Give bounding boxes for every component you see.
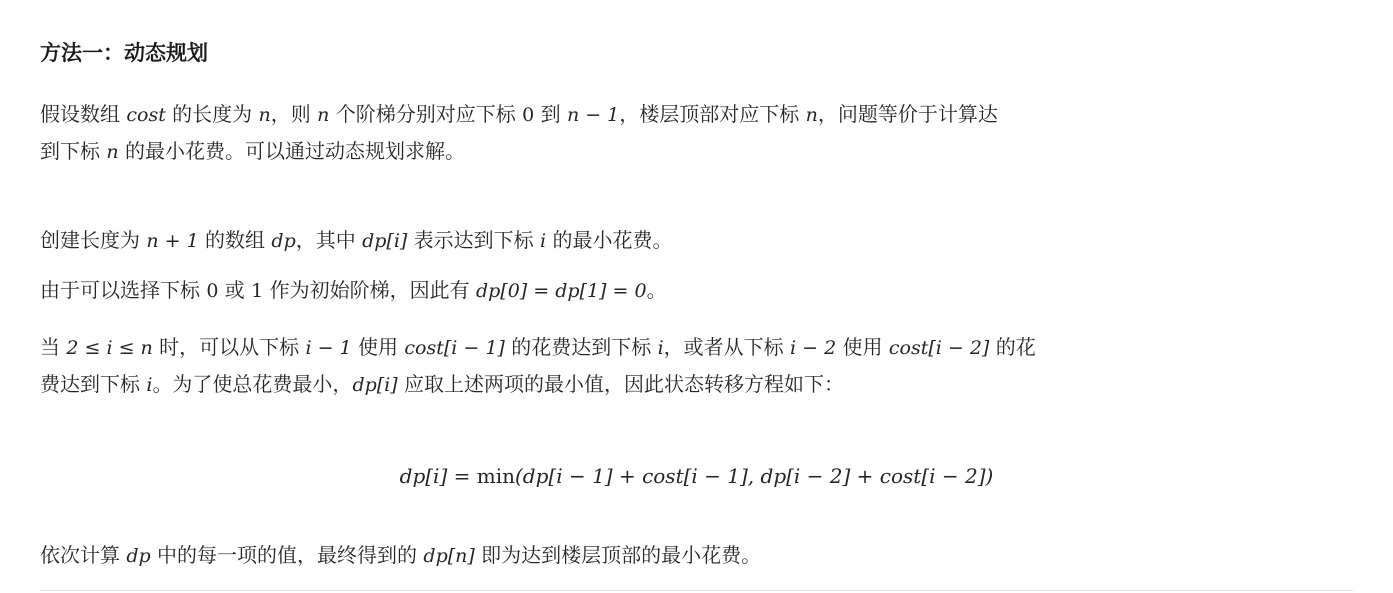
math-dp: dp — [126, 545, 151, 567]
text: 假设数组 — [40, 102, 127, 126]
text: 的长度为 — [165, 102, 259, 126]
math-n: n — [106, 141, 119, 163]
math-dp-i: dp[i] — [352, 374, 398, 396]
section-divider — [40, 590, 1353, 591]
paragraph-dp-definition — [40, 222, 1360, 259]
math-cost-i-minus-1: cost[i − 1] — [404, 337, 505, 359]
math-n: n — [317, 104, 330, 126]
equation-rhs: (dp[i − 1] + cost[i − 1], dp[i − 2] + cost[i − 2]) — [514, 464, 994, 488]
text: 个阶梯分别对应下标 — [329, 102, 523, 126]
math-i: i — [657, 337, 664, 359]
equation-lhs: dp[i] — [399, 464, 448, 488]
text: 应取上述两项的最小值，因此状态转移方程如下： — [397, 372, 845, 396]
text: 依次计算 — [40, 543, 127, 567]
math-i-minus-1: i − 1 — [305, 337, 352, 359]
section-heading: 方法一：动态规划 — [40, 41, 208, 65]
text: 到下标 — [40, 139, 107, 163]
math-dp-n: dp[n] — [423, 545, 475, 567]
math-i: i — [146, 374, 153, 396]
text: ，其中 — [295, 228, 363, 252]
text: ，则 — [270, 102, 318, 126]
text: 的最小花费。 — [546, 228, 673, 252]
text: 。为了使总花费最小， — [152, 372, 353, 396]
text: 到 — [534, 102, 567, 126]
math-cost-i-minus-2: cost[i − 2] — [888, 337, 990, 359]
math-n: n — [805, 104, 818, 126]
text: ，楼层顶部对应下标 — [619, 102, 806, 126]
text: 的数组 — [198, 228, 272, 252]
math-i: i — [540, 230, 547, 252]
text: ，问题等价于计算达 — [817, 102, 998, 126]
math-initial-values: dp[0] = dp[1] = 0 — [475, 280, 647, 302]
math-zero: 0 — [522, 104, 535, 126]
text: 的最小花费。可以通过动态规划求解。 — [118, 139, 465, 163]
equation-equals: = — [447, 464, 477, 488]
text: 表示达到下标 — [407, 228, 541, 252]
text: 时，可以从下标 — [152, 335, 306, 359]
equation-min-function: min — [476, 464, 515, 488]
text: 费达到下标 — [40, 372, 147, 396]
paragraph-problem-setup — [40, 96, 1360, 170]
math-dp: dp — [271, 230, 296, 252]
paragraph-conclusion — [40, 537, 1360, 574]
math-i-minus-2: i − 2 — [790, 337, 837, 359]
text: 中的每一项的值，最终得到的 — [150, 543, 424, 567]
paragraph-initial-state — [40, 272, 1360, 309]
math-n-minus-1: n − 1 — [566, 104, 620, 126]
math-zero: 0 — [206, 280, 219, 302]
math-range: 2 ≤ i ≤ n — [66, 337, 153, 359]
text: 的花 — [989, 335, 1036, 359]
text: 或 — [218, 278, 252, 302]
text: 即为达到楼层顶部的最小花费。 — [474, 543, 762, 567]
text: 作为初始阶梯，因此有 — [263, 278, 476, 302]
math-n-plus-1: n + 1 — [146, 230, 199, 252]
math-one: 1 — [251, 280, 264, 302]
text: ，或者从下标 — [663, 335, 790, 359]
text: 使用 — [836, 335, 889, 359]
transition-equation — [0, 460, 1393, 492]
math-n: n — [258, 104, 271, 126]
text: 的花费达到下标 — [504, 335, 658, 359]
math-cost: cost — [126, 104, 166, 126]
math-dp-i: dp[i] — [362, 230, 408, 252]
text: 。 — [646, 278, 667, 302]
text: 由于可以选择下标 — [40, 278, 207, 302]
text: 使用 — [351, 335, 405, 359]
paragraph-transition — [40, 329, 1360, 403]
text: 创建长度为 — [40, 228, 147, 252]
text: 当 — [40, 335, 67, 359]
